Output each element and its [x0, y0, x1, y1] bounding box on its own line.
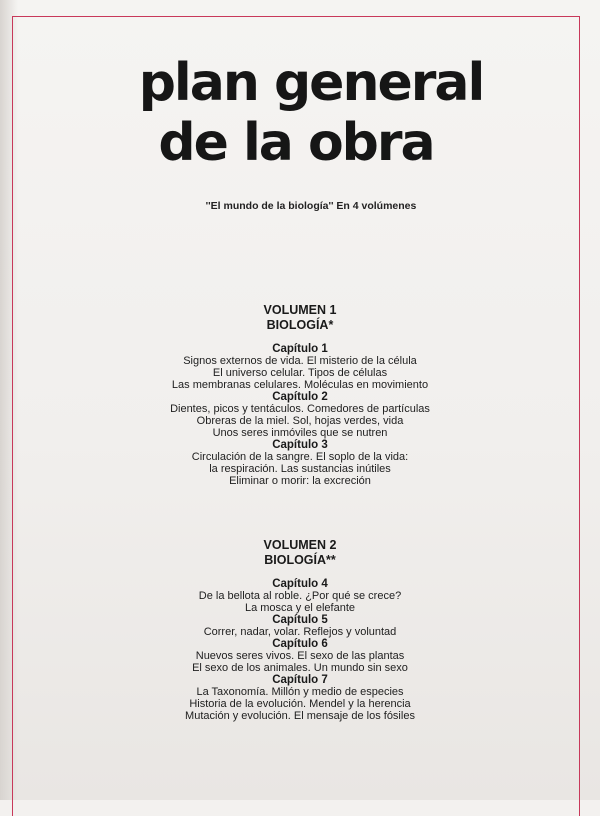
chapter-heading: Capítulo 3	[272, 439, 328, 451]
chapter-heading: Capítulo 7	[272, 674, 328, 686]
chapter-heading: Capítulo 2	[272, 391, 328, 403]
chapter-topic-line: Correr, nadar, volar. Reflejos y voluntad	[203, 626, 397, 638]
chapter-topic-line: Nuevos seres vivos. El sexo de las plantas	[195, 650, 405, 662]
chapter-topic-line: Unos seres inmóviles que se nutren	[212, 427, 388, 439]
volume-title: BIOLOGÍA*	[266, 318, 334, 332]
chapter-list	[0, 578, 600, 722]
chapter-topic-line: El sexo de los animales. Un mundo sin sexo	[192, 662, 408, 674]
chapter-topic-line: Dientes, picos y tentáculos. Comedores de partículas	[170, 403, 430, 415]
chapter-topic-line: la respiración. Las sustancias inútiles	[209, 463, 391, 475]
volume-2-section	[0, 538, 600, 722]
chapter-heading: Capítulo 5	[272, 614, 328, 626]
chapter-topic-line: Las membranas celulares. Moléculas en movimiento	[171, 379, 429, 391]
chapter-heading: Capítulo 4	[272, 578, 328, 590]
chapter-topic-line: Circulación de la sangre. El soplo de la vida:	[191, 451, 409, 463]
chapter-topic-line: Eliminar o morir: la excreción	[229, 475, 371, 487]
chapter-heading: Capítulo 6	[272, 638, 328, 650]
volume-1-section	[0, 303, 600, 487]
chapter-topic-line: Obreras de la miel. Sol, hojas verdes, vida	[196, 415, 404, 427]
chapter-topic-line: El universo celular. Tipos de células	[212, 367, 388, 379]
chapter-topic-line: Signos externos de vida. El misterio de la célula	[183, 355, 417, 367]
title-line-2: de la obra	[158, 113, 434, 173]
subtitle: ''El mundo de la biología'' En 4 volúmenes	[205, 200, 417, 212]
volume-name: VOLUMEN 2	[263, 538, 337, 552]
volume-title: BIOLOGÍA**	[264, 553, 336, 567]
chapter-topic-line: Historia de la evolución. Mendel y la herencia	[189, 698, 411, 710]
page-title	[0, 55, 600, 171]
chapter-list	[0, 343, 600, 487]
chapter-topic-line: La Taxonomía. Millón y medio de especies	[196, 686, 404, 698]
chapter-topic-line: De la bellota al roble. ¿Por qué se crece?	[198, 590, 402, 602]
volume-name: VOLUMEN 1	[263, 303, 337, 317]
title-line-1: plan general	[138, 53, 484, 113]
chapter-topic-line: La mosca y el elefante	[244, 602, 356, 614]
chapter-heading: Capítulo 1	[272, 343, 328, 355]
chapter-topic-line: Mutación y evolución. El mensaje de los fósiles	[185, 710, 415, 722]
